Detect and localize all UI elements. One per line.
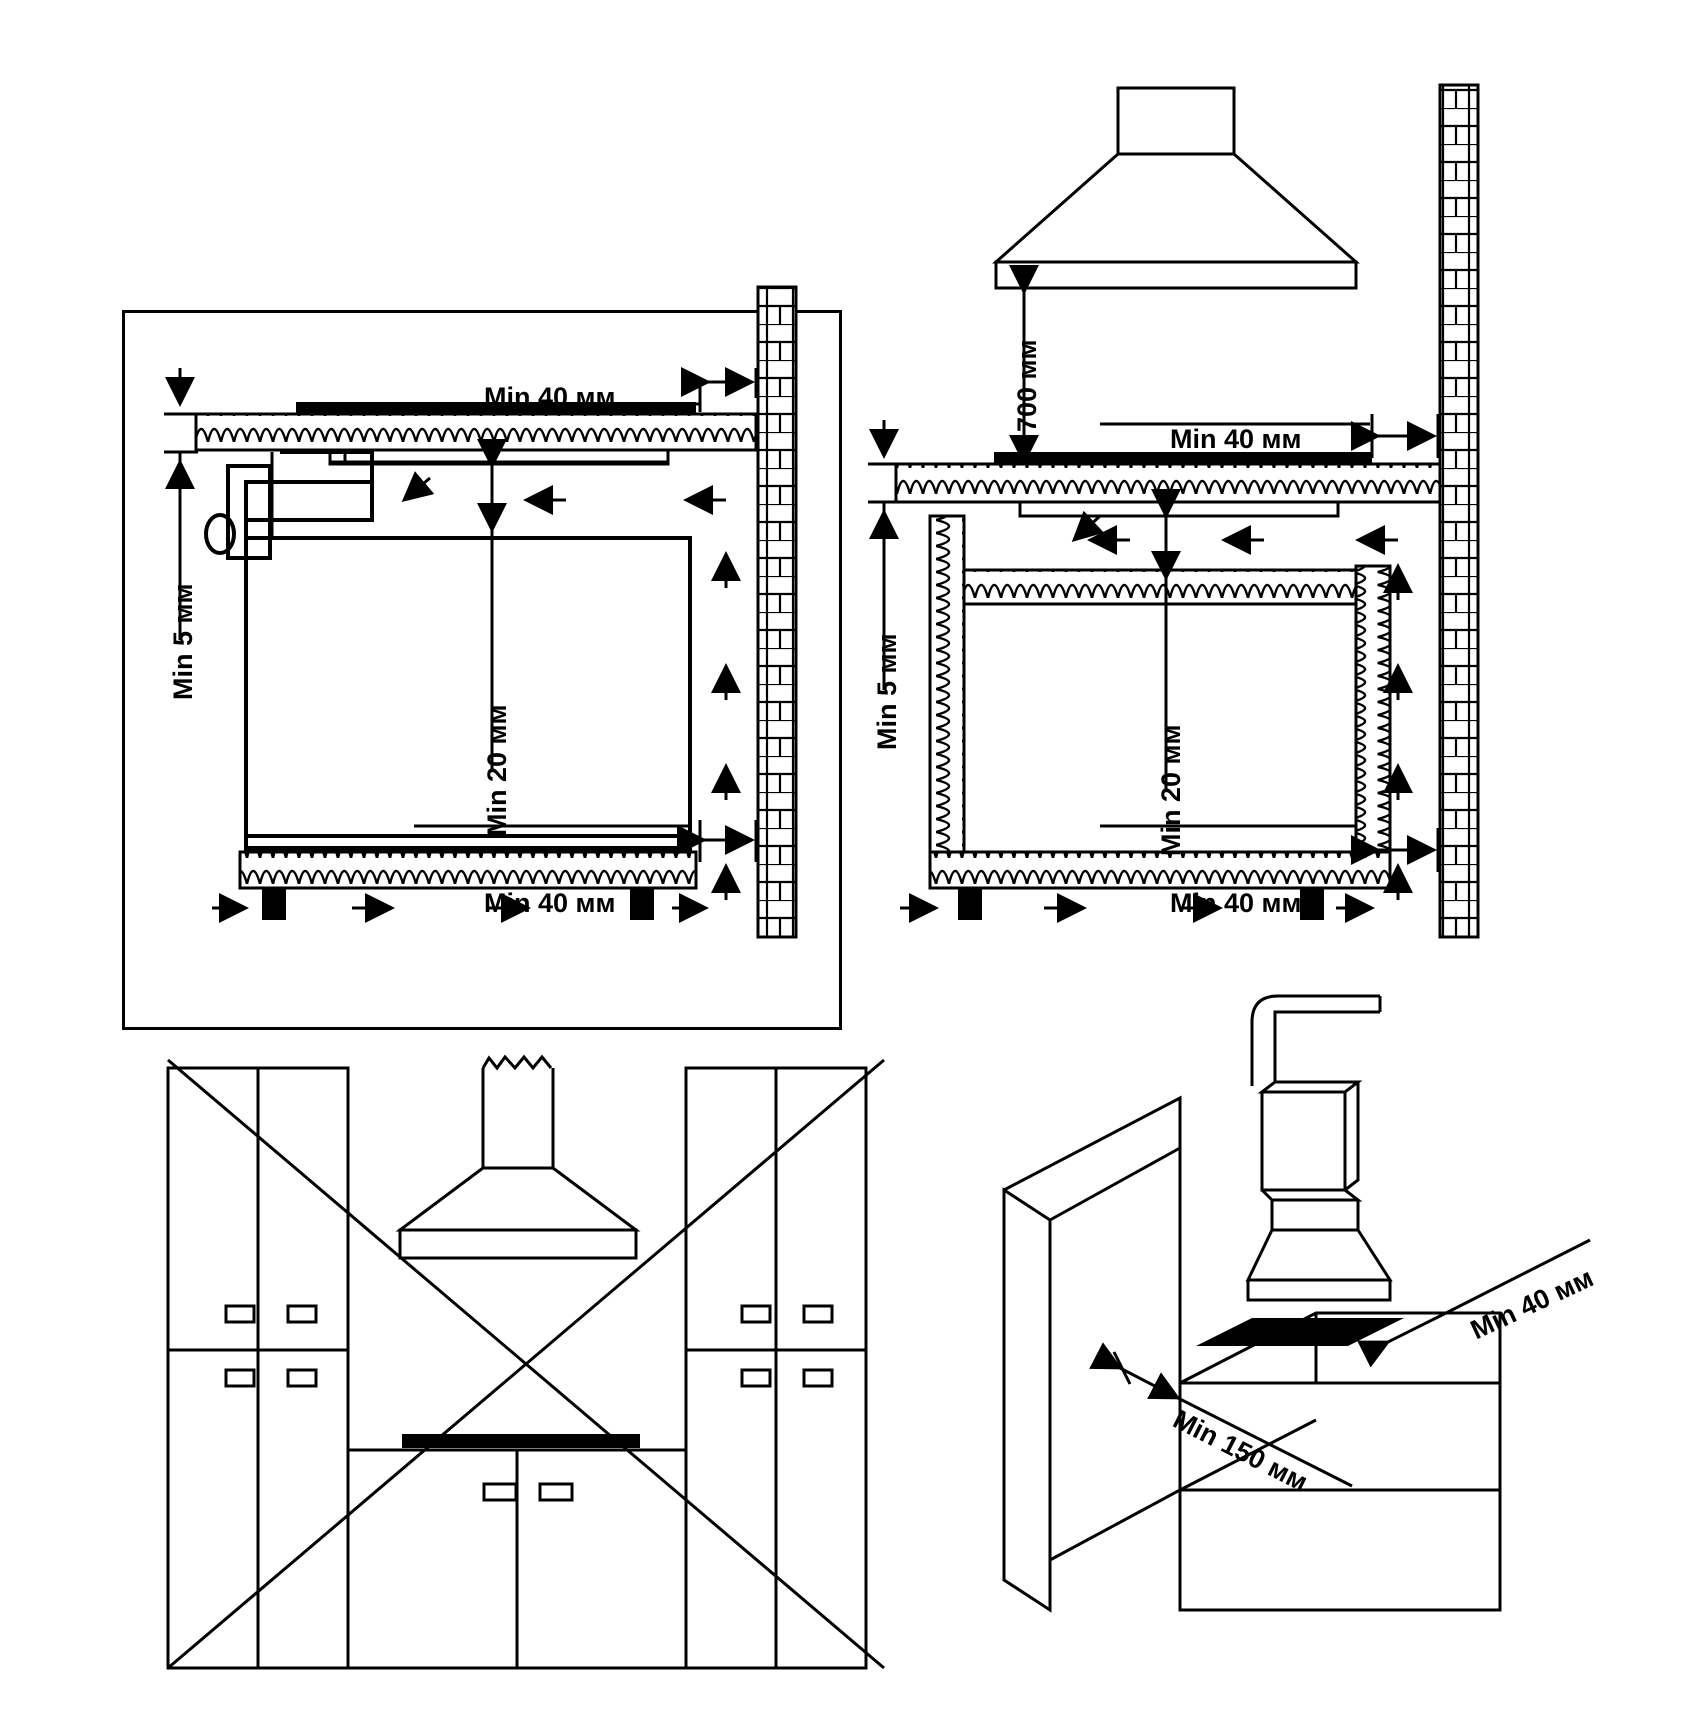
label-tr-min5: Min 5 мм (872, 633, 902, 750)
label-tl-min40-bottom: Min 40 мм (484, 888, 616, 918)
label-tr-min40-top: Min 40 мм (1170, 424, 1302, 454)
label-tl-min20: Min 20 мм (482, 704, 512, 836)
label-tr-min40-bottom: Min 40 мм (1170, 888, 1302, 918)
label-br-min40: Min 40 мм (1466, 1262, 1598, 1346)
br-wall (1004, 1098, 1180, 1610)
tr-leg-left (958, 888, 982, 920)
label-br-min150: Min 150 мм (1168, 1404, 1313, 1498)
tl-oven (206, 452, 690, 852)
tr-wall (1440, 85, 1478, 937)
bl-hood (400, 1057, 636, 1258)
tl-countertop (196, 414, 756, 450)
label-tl-min40-top: Min 40 мм (484, 382, 616, 412)
tr-hob-body (1020, 502, 1338, 516)
bl-hob-plate (402, 1434, 640, 1448)
tl-leg-left (262, 888, 286, 920)
tr-hood (996, 88, 1356, 288)
label-tr-700: 700 мм (1012, 339, 1042, 432)
br-hood (1248, 996, 1390, 1300)
tl-leg-right (630, 888, 654, 920)
br-hob-plate (1196, 1318, 1404, 1346)
label-tl-min5: Min 5 мм (168, 583, 198, 700)
tr-leg-right (1300, 888, 1324, 920)
label-tr-min20: Min 20 мм (1156, 724, 1186, 856)
tl-bottom-shelf (240, 852, 696, 888)
tl-airflow-arrows (212, 478, 726, 908)
tl-wall (758, 287, 796, 937)
tr-countertop (896, 464, 1440, 502)
